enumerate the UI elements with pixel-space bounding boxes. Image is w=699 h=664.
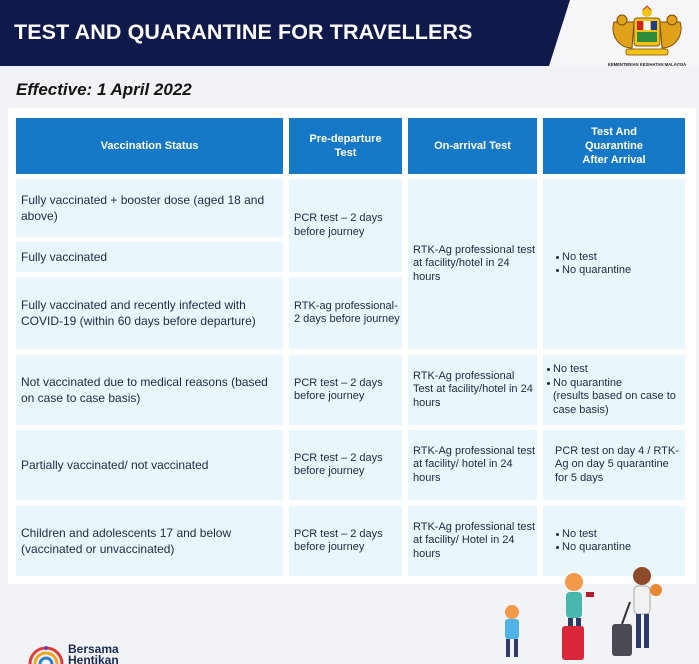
travellers-illustration-icon <box>490 562 699 664</box>
table-cell-pre-departure: PCR test – 2 days before journey <box>289 430 402 500</box>
page-title: TEST AND QUARANTINE FOR TRAVELLERS <box>14 20 473 44</box>
table-row-status: Fully vaccinated and recently infected with COVID-19 (within 60 days before departure) <box>16 277 283 349</box>
table-cell-pre-departure: RTK-ag professional- 2 days before journey <box>289 277 402 349</box>
table-cell-after-arrival <box>543 355 685 425</box>
list-item: No test <box>555 251 631 265</box>
effective-date: Effective: 1 April 2022 <box>16 80 192 99</box>
table-cell-pre-departure: PCR test – 2 days before journey <box>289 355 402 425</box>
campaign-slogan: Bersama Hentikan <box>68 642 119 664</box>
ministry-label: KEMENTERIAN KESIHATAN MALAYSIA <box>607 62 687 67</box>
list-item: No quarantine <box>555 264 631 278</box>
list-item: No quarantine <box>555 541 631 555</box>
list-item: No test <box>546 363 685 377</box>
list-item: No quarantine <box>546 377 685 391</box>
table-cell-on-arrival: RTK-Ag professional test at facility/hotel in 24 hours <box>408 179 537 349</box>
table-row-status: Partially vaccinated/ not vaccinated <box>16 430 283 500</box>
column-header-pre-departure: Pre-departure Test <box>289 118 402 174</box>
campaign-logo-icon <box>26 640 66 664</box>
table-cell-on-arrival: RTK-Ag professional test at facility/ hotel in 24 hours <box>408 430 537 500</box>
table-cell-on-arrival: RTK-Ag professional test at facility/ Hotel in 24 hours <box>408 506 537 576</box>
table-cell-pre-departure: PCR test – 2 days before journey <box>289 179 402 272</box>
list-item: No test <box>555 528 631 542</box>
table-row-status: Fully vaccinated + booster dose (aged 18 and above) <box>16 179 283 237</box>
coat-of-arms-icon <box>604 4 690 60</box>
table-row-status: Fully vaccinated <box>16 242 283 272</box>
after-arrival-note: (results based on case to case basis) <box>553 390 676 416</box>
table-row-status: Children and adolescents 17 and below (vaccinated or unvaccinated) <box>16 506 283 576</box>
column-header-on-arrival: On-arrival Test <box>408 118 537 174</box>
column-header-after-arrival: Test And Quarantine After Arrival <box>543 118 685 174</box>
table-cell-on-arrival: RTK-Ag professional Test at facility/hotel in 24 hours <box>408 355 537 425</box>
table-cell-after-arrival <box>543 179 685 349</box>
table-cell-pre-departure: PCR test – 2 days before journey <box>289 506 402 576</box>
table-cell-after-arrival: PCR test on day 4 / RTK-Ag on day 5 quarantine for 5 days <box>543 430 685 500</box>
table-row-status: Not vaccinated due to medical reasons (based on case to case basis) <box>16 355 283 425</box>
column-header-vaccination-status: Vaccination Status <box>16 118 283 174</box>
rules-table <box>8 108 696 584</box>
